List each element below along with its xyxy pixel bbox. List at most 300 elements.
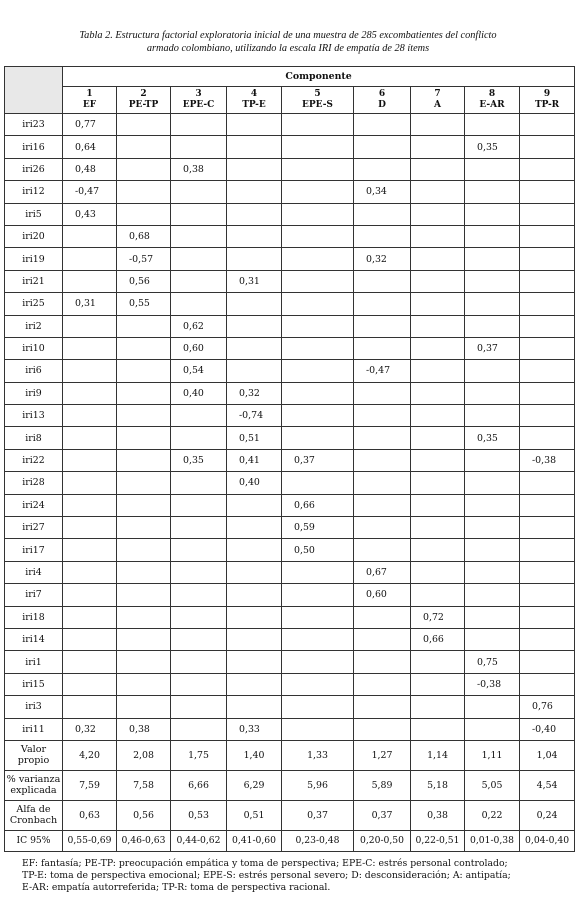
loading-cell <box>63 382 117 404</box>
stat-value: 1,33 <box>282 740 354 770</box>
loading-cell <box>63 405 117 427</box>
stat-value: 0,37 <box>354 800 411 830</box>
loading-cell: 0,43 <box>63 203 117 225</box>
loading-cell <box>282 136 354 158</box>
loading-cell <box>63 606 117 628</box>
loading-cell <box>117 472 171 494</box>
loading-cell <box>411 293 465 315</box>
loading-cell <box>171 293 227 315</box>
table-row <box>5 539 575 561</box>
item-label: iri14 <box>5 628 63 650</box>
loading-cell <box>411 517 465 539</box>
loading-cell <box>354 472 411 494</box>
item-label: iri2 <box>5 315 63 337</box>
ic-value: 0,44-0,62 <box>171 830 227 851</box>
column-abbr: EF <box>82 100 97 110</box>
loading-cell: 0,37 <box>465 337 520 359</box>
loading-cell <box>411 382 465 404</box>
loading-cell <box>354 382 411 404</box>
loading-cell: 0,38 <box>171 158 227 180</box>
loading-cell <box>227 248 282 270</box>
loading-cell <box>411 136 465 158</box>
loading-cell <box>411 114 465 136</box>
loading-cell <box>117 337 171 359</box>
loading-cell <box>465 225 520 247</box>
loading-cell <box>171 517 227 539</box>
stat-value: 4,20 <box>63 740 117 770</box>
loading-cell <box>282 382 354 404</box>
loading-cell <box>520 248 575 270</box>
loading-cell <box>465 628 520 650</box>
loading-cell <box>171 696 227 718</box>
table-row <box>5 270 575 292</box>
loading-cell <box>117 114 171 136</box>
loading-cell <box>354 315 411 337</box>
loading-cell <box>354 539 411 561</box>
loading-cell <box>282 248 354 270</box>
loading-cell <box>411 539 465 561</box>
stat-value: 0,38 <box>411 800 465 830</box>
loading-cell <box>282 584 354 606</box>
item-label: iri3 <box>5 696 63 718</box>
stat-value: 5,96 <box>282 770 354 800</box>
stat-value: 1,14 <box>411 740 465 770</box>
table-row <box>5 158 575 180</box>
column-number: 2 <box>140 89 147 99</box>
stat-value: 4,54 <box>520 770 575 800</box>
loading-cell <box>227 181 282 203</box>
loading-cell <box>520 673 575 695</box>
loading-cell: 0,40 <box>171 382 227 404</box>
table-row <box>5 606 575 628</box>
loading-cell <box>227 136 282 158</box>
item-label: iri25 <box>5 293 63 315</box>
loading-cell <box>117 181 171 203</box>
loading-cell <box>520 225 575 247</box>
item-label: iri1 <box>5 651 63 673</box>
table-row <box>5 337 575 359</box>
ic-value: 0,20-0,50 <box>354 830 411 851</box>
loading-cell: 0,35 <box>171 449 227 471</box>
loading-cell <box>354 628 411 650</box>
loading-cell: 0,41 <box>227 449 282 471</box>
loading-cell <box>227 494 282 516</box>
loading-cell <box>520 337 575 359</box>
loading-cell <box>520 360 575 382</box>
loading-cell <box>354 718 411 740</box>
stat-value: 1,40 <box>227 740 282 770</box>
loading-cell <box>227 517 282 539</box>
loading-cell <box>282 270 354 292</box>
loading-cell <box>282 360 354 382</box>
loading-cell: 0,33 <box>227 718 282 740</box>
loading-cell: 0,60 <box>354 584 411 606</box>
loading-cell <box>354 293 411 315</box>
table-row <box>5 225 575 247</box>
loading-cell <box>465 449 520 471</box>
loading-cell <box>171 628 227 650</box>
loading-cell <box>171 225 227 247</box>
loading-cell <box>117 517 171 539</box>
loading-cell <box>171 494 227 516</box>
loading-cell <box>227 337 282 359</box>
table-row <box>5 584 575 606</box>
loading-cell <box>227 315 282 337</box>
loading-cell <box>354 494 411 516</box>
loading-cell <box>411 270 465 292</box>
loading-cell <box>227 606 282 628</box>
item-label: iri7 <box>5 584 63 606</box>
loading-cell <box>282 337 354 359</box>
item-label: iri4 <box>5 561 63 583</box>
stat-value: 0,24 <box>520 800 575 830</box>
loading-cell <box>117 427 171 449</box>
loading-cell <box>520 494 575 516</box>
ic-value: 0,23-0,48 <box>282 830 354 851</box>
loading-cell <box>411 584 465 606</box>
loading-cell <box>520 203 575 225</box>
loading-cell: 0,51 <box>227 427 282 449</box>
loading-cell <box>354 337 411 359</box>
loading-cell <box>520 628 575 650</box>
loading-cell <box>354 136 411 158</box>
loading-cell <box>227 561 282 583</box>
loading-cell <box>354 696 411 718</box>
loading-cell <box>282 472 354 494</box>
loading-cell: 0,59 <box>282 517 354 539</box>
table-row <box>5 696 575 718</box>
loading-cell <box>63 651 117 673</box>
loading-cell <box>282 561 354 583</box>
loading-cell <box>465 315 520 337</box>
loading-cell: -0,74 <box>227 405 282 427</box>
column-abbr: PE-TP <box>128 100 159 110</box>
item-label: iri26 <box>5 158 63 180</box>
loading-cell <box>63 628 117 650</box>
loading-cell: -0,57 <box>117 248 171 270</box>
item-label: iri11 <box>5 718 63 740</box>
item-label: iri18 <box>5 606 63 628</box>
loading-cell <box>117 315 171 337</box>
loading-cell: 0,31 <box>63 293 117 315</box>
loading-cell <box>63 225 117 247</box>
column-number: 5 <box>314 89 321 99</box>
stat-value: 7,59 <box>63 770 117 800</box>
loading-cell <box>227 584 282 606</box>
item-label: iri24 <box>5 494 63 516</box>
loading-cell <box>63 561 117 583</box>
loading-cell <box>117 203 171 225</box>
item-label: iri23 <box>5 114 63 136</box>
ic-value: 0,46-0,63 <box>117 830 171 851</box>
table-row <box>5 449 575 471</box>
loading-cell <box>282 181 354 203</box>
table-row <box>5 472 575 494</box>
loading-cell <box>282 293 354 315</box>
column-abbr: A <box>434 100 441 110</box>
loading-cell <box>520 651 575 673</box>
loading-cell <box>282 606 354 628</box>
loading-cell <box>465 293 520 315</box>
loading-cell <box>411 427 465 449</box>
loading-cell <box>411 718 465 740</box>
loading-cell: 0,62 <box>171 315 227 337</box>
caption-line-2: armado colombiano, utilizando la escala IRI de empatía de 28 ítems <box>146 42 430 54</box>
loading-cell <box>465 718 520 740</box>
loading-cell <box>411 651 465 673</box>
loading-cell: 0,48 <box>63 158 117 180</box>
column-number: 4 <box>250 89 258 99</box>
ic-label: IC 95% <box>5 830 63 851</box>
loading-cell: 0,50 <box>282 539 354 561</box>
column-abbr: EPE-S <box>302 100 333 110</box>
table-row <box>5 673 575 695</box>
table-caption <box>20 30 556 55</box>
table-row <box>5 405 575 427</box>
loading-cell <box>520 427 575 449</box>
loading-cell <box>354 606 411 628</box>
column-header-6 <box>354 87 411 114</box>
loading-cell <box>117 405 171 427</box>
loading-cell <box>354 673 411 695</box>
column-number: 9 <box>543 89 551 99</box>
loading-cell: 0,64 <box>63 136 117 158</box>
item-label: iri21 <box>5 270 63 292</box>
loading-cell <box>117 561 171 583</box>
loading-cell <box>63 472 117 494</box>
stat-value: 0,63 <box>63 800 117 830</box>
loading-cell <box>411 405 465 427</box>
loading-cell <box>282 203 354 225</box>
item-label: iri20 <box>5 225 63 247</box>
loading-cell <box>282 696 354 718</box>
loading-cell <box>117 158 171 180</box>
loading-cell: -0,38 <box>465 673 520 695</box>
table-row <box>5 114 575 136</box>
loading-cell <box>465 405 520 427</box>
loading-cell <box>227 628 282 650</box>
loading-cell <box>171 584 227 606</box>
stat-value: 2,08 <box>117 740 171 770</box>
loading-cell <box>63 517 117 539</box>
loading-cell <box>117 539 171 561</box>
stat-value: 1,04 <box>520 740 575 770</box>
stat-value: 1,75 <box>171 740 227 770</box>
loading-cell <box>282 405 354 427</box>
loading-cell <box>411 673 465 695</box>
loading-cell: 0,35 <box>465 427 520 449</box>
loading-cell <box>354 270 411 292</box>
loading-cell <box>117 696 171 718</box>
column-number: 1 <box>86 89 93 99</box>
loading-cell: 0,68 <box>117 225 171 247</box>
item-label: iri12 <box>5 181 63 203</box>
column-number: 7 <box>434 89 441 99</box>
loading-cell <box>282 158 354 180</box>
loading-cell: 0,32 <box>354 248 411 270</box>
loading-cell <box>520 561 575 583</box>
loading-cell <box>63 270 117 292</box>
loading-cell <box>171 651 227 673</box>
table-row <box>5 651 575 673</box>
item-label: iri8 <box>5 427 63 449</box>
loading-cell: 0,72 <box>411 606 465 628</box>
table-row <box>5 136 575 158</box>
stat-value: 1,27 <box>354 740 411 770</box>
loading-cell <box>171 427 227 449</box>
stat-label: % varianza explicada <box>5 770 63 800</box>
loading-cell <box>227 114 282 136</box>
loading-cell <box>465 270 520 292</box>
loading-cell <box>411 225 465 247</box>
stat-value: 6,29 <box>227 770 282 800</box>
item-label: iri27 <box>5 517 63 539</box>
loading-cell <box>171 114 227 136</box>
loading-cell <box>411 315 465 337</box>
loading-cell <box>63 248 117 270</box>
column-header-5 <box>282 87 354 114</box>
loading-cell: 0,67 <box>354 561 411 583</box>
loading-cell: -0,38 <box>520 449 575 471</box>
column-abbr: E-AR <box>479 100 505 110</box>
loading-cell <box>171 203 227 225</box>
loading-cell <box>465 158 520 180</box>
loading-cell <box>63 360 117 382</box>
loading-cell <box>171 718 227 740</box>
table-row <box>5 517 575 539</box>
loading-cell <box>282 628 354 650</box>
loading-cell <box>63 427 117 449</box>
loading-cell: 0,31 <box>227 270 282 292</box>
loading-cell <box>63 696 117 718</box>
loading-cell <box>465 114 520 136</box>
stat-row <box>5 740 575 770</box>
loading-cell <box>520 517 575 539</box>
loading-cell: 0,32 <box>227 382 282 404</box>
stat-value: 1,11 <box>465 740 520 770</box>
item-label: iri28 <box>5 472 63 494</box>
caption-line-1: Tabla 2. Estructura factorial exploratoria inicial de una muestra de 285 excombatientes del conflicto <box>79 30 497 41</box>
column-header-8 <box>465 87 520 114</box>
item-label: iri10 <box>5 337 63 359</box>
loading-cell <box>411 696 465 718</box>
loading-cell <box>520 539 575 561</box>
loading-cell <box>465 472 520 494</box>
loading-cell <box>171 248 227 270</box>
loading-cell <box>520 158 575 180</box>
loading-cell <box>63 673 117 695</box>
loading-cell <box>411 248 465 270</box>
loading-cell <box>171 136 227 158</box>
loading-cell <box>354 427 411 449</box>
loading-cell <box>227 651 282 673</box>
item-label: iri22 <box>5 449 63 471</box>
loading-cell <box>354 517 411 539</box>
loading-cell <box>520 606 575 628</box>
loading-cell <box>354 405 411 427</box>
loading-cell <box>520 315 575 337</box>
notes-line-2: TP-E: toma de perspectiva emocional; EPE-S: estrés personal severo; D: desconsideración; A: antipatía; <box>22 870 511 881</box>
loading-cell <box>282 114 354 136</box>
stat-value: 0,51 <box>227 800 282 830</box>
loading-cell <box>117 651 171 673</box>
table-row <box>5 248 575 270</box>
notes-line-1: EF: fantasía; PE-TP: preocupación empática y toma de perspectiva; EPE-C: estrés personal controlado; <box>22 858 508 869</box>
stat-value: 0,56 <box>117 800 171 830</box>
column-header-9 <box>520 87 575 114</box>
loading-cell <box>63 315 117 337</box>
item-label: iri6 <box>5 360 63 382</box>
loading-cell <box>282 225 354 247</box>
loading-cell: 0,66 <box>411 628 465 650</box>
stat-value: 5,05 <box>465 770 520 800</box>
loading-cell <box>171 405 227 427</box>
loading-cell <box>465 382 520 404</box>
loading-cell <box>465 248 520 270</box>
loading-cell <box>520 405 575 427</box>
loading-cell: 0,56 <box>117 270 171 292</box>
loading-cell <box>117 449 171 471</box>
loading-cell: 0,75 <box>465 651 520 673</box>
table-row <box>5 315 575 337</box>
column-abbr: EPE-C <box>182 100 215 110</box>
loading-cell <box>282 427 354 449</box>
table-row <box>5 293 575 315</box>
loading-cell <box>282 673 354 695</box>
stat-value: 6,66 <box>171 770 227 800</box>
item-label: iri15 <box>5 673 63 695</box>
loading-cell: 0,32 <box>63 718 117 740</box>
loading-cell <box>520 293 575 315</box>
loading-cell <box>227 673 282 695</box>
ic-value: 0,22-0,51 <box>411 830 465 851</box>
column-header-2 <box>117 87 171 114</box>
loading-cell: -0,47 <box>354 360 411 382</box>
loading-cell <box>465 494 520 516</box>
loading-cell <box>411 561 465 583</box>
loading-cell <box>117 382 171 404</box>
loading-cell <box>354 114 411 136</box>
column-header-3 <box>171 87 227 114</box>
ic-value: 0,55-0,69 <box>63 830 117 851</box>
notes-line-3: E-AR: empatía autorreferida; TP-R: toma de perspectiva racional. <box>22 882 331 893</box>
loading-cell: 0,60 <box>171 337 227 359</box>
item-label: iri9 <box>5 382 63 404</box>
loading-cell <box>63 494 117 516</box>
loading-cell <box>465 360 520 382</box>
loading-cell <box>227 539 282 561</box>
loading-cell: 0,40 <box>227 472 282 494</box>
loading-cell <box>117 628 171 650</box>
table-row <box>5 718 575 740</box>
loading-cell <box>117 494 171 516</box>
item-label: iri17 <box>5 539 63 561</box>
loading-cell <box>465 539 520 561</box>
column-abbr: D <box>378 100 386 110</box>
loading-cell <box>520 114 575 136</box>
loading-cell <box>465 696 520 718</box>
loading-cell <box>411 449 465 471</box>
loading-cell <box>465 606 520 628</box>
table-row <box>5 360 575 382</box>
loading-cell: 0,55 <box>117 293 171 315</box>
loading-cell <box>171 561 227 583</box>
loading-cell <box>171 539 227 561</box>
loading-cell <box>411 203 465 225</box>
loading-cell <box>63 539 117 561</box>
loading-cell <box>354 158 411 180</box>
loading-cell <box>63 584 117 606</box>
